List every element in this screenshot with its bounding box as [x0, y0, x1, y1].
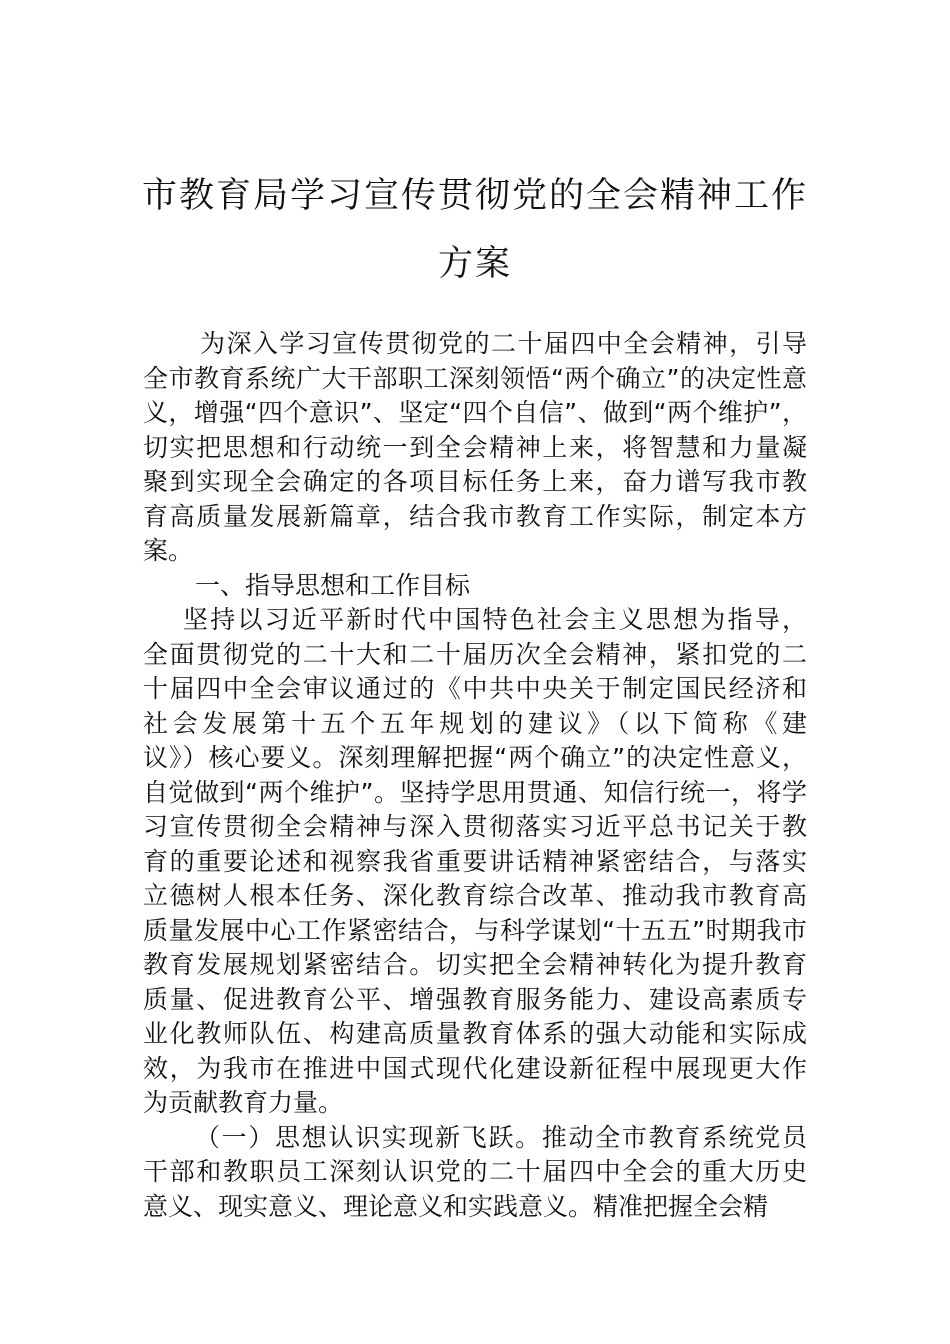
text-line: 质量、促进教育公平、增强教育服务能力、建设高素质专	[143, 984, 807, 1014]
text-line: 案。	[143, 536, 194, 566]
text-line: 全市教育系统广大干部职工深刻领悟“两个确立”的决定性意	[143, 363, 807, 393]
text-line: （一）思想认识实现新飞跃。推动全市教育系统党员	[195, 1122, 807, 1152]
text-line: 为深入学习宣传贯彻党的二十届四中全会精神，引导	[200, 329, 807, 358]
text-line: 效，为我市在推进中国式现代化建设新征程中展现更大作	[143, 1053, 807, 1083]
text-line: 育高质量发展新篇章，结合我市教育工作实际，制定本方	[143, 501, 807, 531]
text-line: 坚持以习近平新时代中国特色社会主义思想为指导，	[183, 605, 807, 635]
document-body	[143, 327, 807, 1224]
text-line: 十届四中全会审议通过的《中共中央关于制定国民经济和	[143, 674, 807, 704]
section-heading	[143, 569, 807, 604]
text-line: 自觉做到“两个维护”。坚持学思用贯通、知信行统一，将学	[143, 777, 807, 807]
text-line: 干部和教职员工深刻认识党的二十届四中全会的重大历史	[143, 1157, 807, 1187]
text-line: 立德树人根本任务、深化教育综合改革、推动我市教育高	[143, 881, 807, 911]
text-line: 质量发展中心工作紧密结合，与科学谋划“十五五”时期我市	[143, 915, 807, 945]
text-line: 意义、现实意义、理论意义和实践意义。精准把握全会精	[143, 1191, 769, 1221]
text-line: 为贡献教育力量。	[143, 1088, 344, 1118]
text-line: 业化教师队伍、构建高质量教育体系的强大动能和实际成	[143, 1019, 807, 1049]
text-line: 教育发展规划紧密结合。切实把全会精神转化为提升教育	[143, 950, 807, 980]
document-title-line-2: 方案	[437, 244, 512, 284]
text-line: 社会发展第十五个五年规划的建议》（以下简称《建	[143, 708, 807, 738]
text-line: 育的重要论述和视察我省重要讲话精神紧密结合，与落实	[143, 846, 807, 876]
intro-paragraph	[143, 327, 807, 569]
text-line: 习宣传贯彻全会精神与深入贯彻落实习近平总书记关于教	[143, 812, 807, 842]
subsection-paragraph	[143, 1121, 807, 1225]
text-line: 聚到实现全会确定的各项目标任务上来，奋力谱写我市教	[143, 467, 807, 497]
text-line: 切实把思想和行动统一到全会精神上来，将智慧和力量凝	[143, 432, 807, 462]
guiding-paragraph	[143, 603, 807, 1121]
document-title-line-1: 市教育局学习宣传贯彻党的全会精神工作	[141, 176, 808, 216]
text-line: 义，增强“四个意识”、坚定“四个自信”、做到“两个维护”，	[143, 398, 807, 428]
text-line: 议》）核心要义。深刻理解把握“两个确立”的决定性意义，	[143, 743, 807, 773]
text-line: 一、指导思想和工作目标	[195, 570, 471, 600]
text-line: 全面贯彻党的二十大和二十届历次全会精神，紧扣党的二	[143, 639, 807, 669]
